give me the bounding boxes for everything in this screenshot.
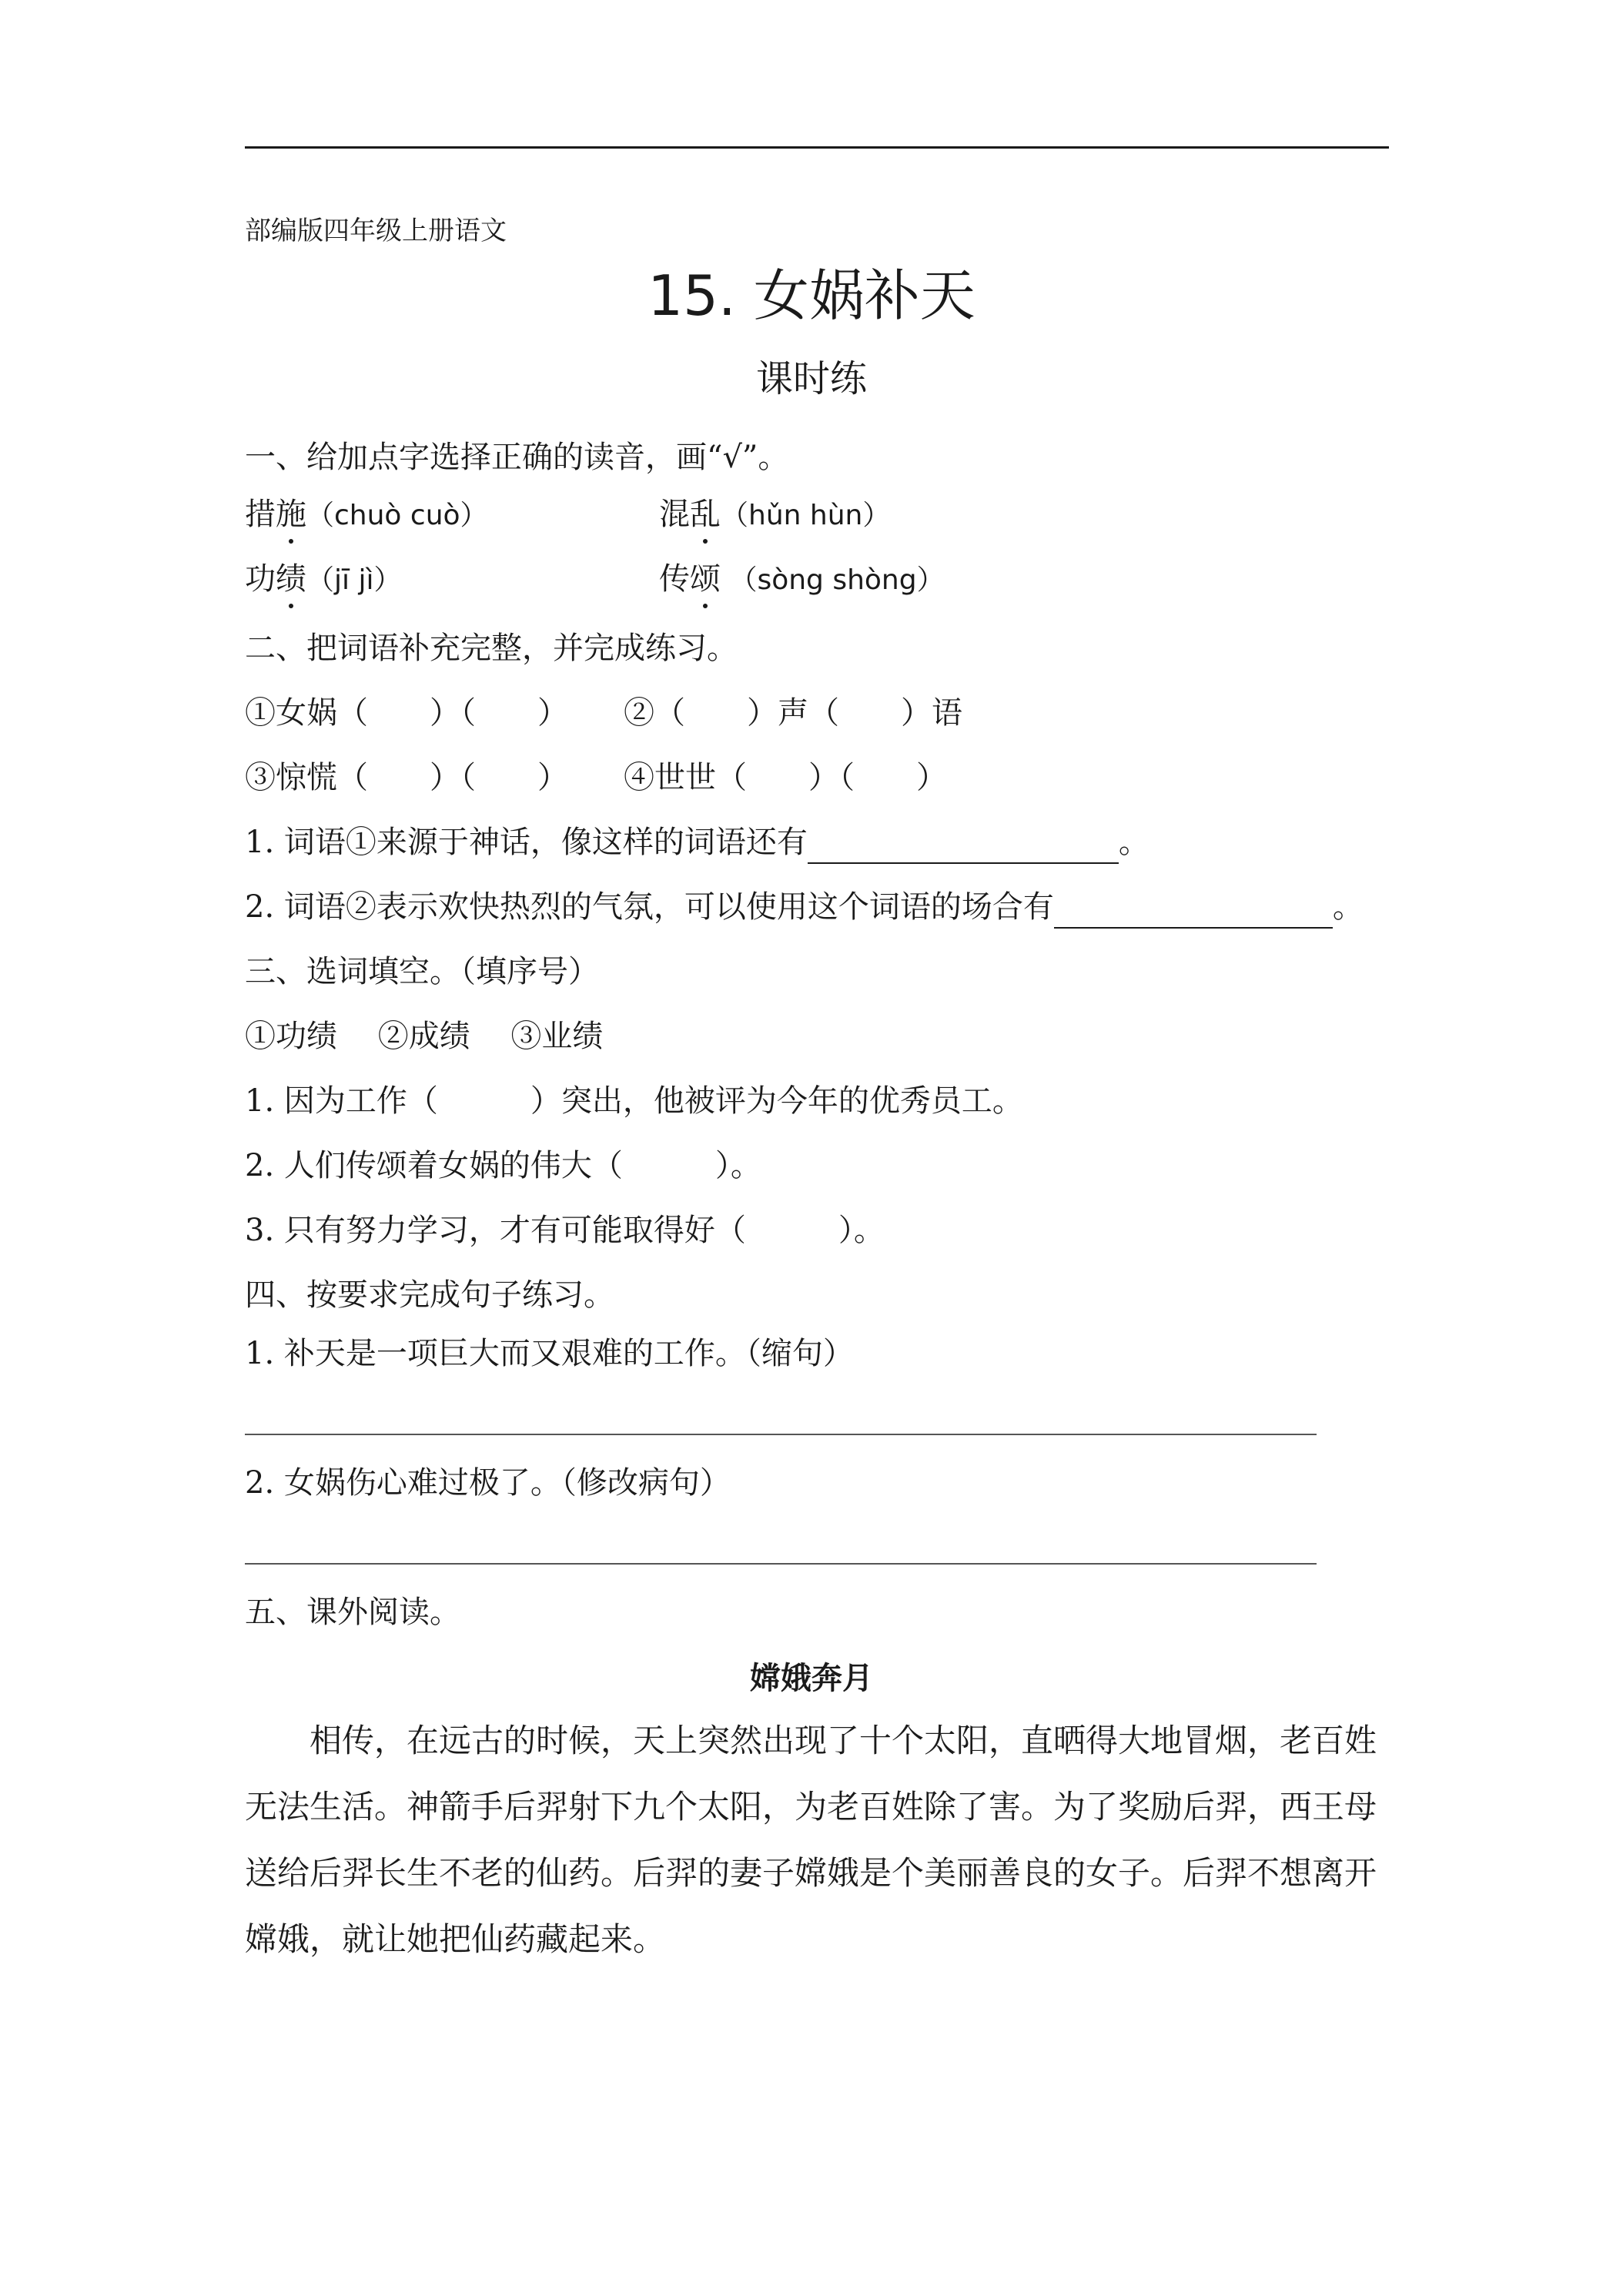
q4-heading: 四、按要求完成句子练习。 (245, 1277, 614, 1313)
q2-sub-1: 1. 词语①来源于神话，像这样的词语还有 。 (245, 821, 1149, 864)
q2-word-2: ②（ ）声（ ）语 (624, 695, 962, 731)
q2-heading: 二、把词语补充完整，并完成练习。 (245, 631, 738, 666)
q5-heading: 五、课外阅读。 (245, 1595, 460, 1630)
q3-heading: 三、选词填空。（填序号） (245, 954, 599, 989)
q2-sub-1-blank[interactable] (808, 832, 1119, 864)
q1-item-1: 措施（chuò cuò） (245, 493, 488, 537)
q3-sentence-2: 2. 人们传颂着女娲的伟大（ ）。 (245, 1148, 761, 1183)
q2-sub-2-blank[interactable] (1054, 896, 1333, 929)
q2-word-3: ③惊慌（ ）（ ） (245, 760, 568, 795)
q1-item-3: 功绩（jī jì） (245, 557, 401, 602)
q2-word-1: ①女娲（ ）（ ） (245, 695, 568, 731)
header-label: 部编版四年级上册语文 (245, 216, 507, 246)
q3-sentence-3: 3. 只有努力学习，才有可能取得好（ ）。 (245, 1213, 885, 1248)
q1-heading: 一、给加点字选择正确的读音，画“√”。 (245, 440, 789, 475)
story-paragraph: 相传，在远古的时候，天上突然出现了十个太阳，直晒得大地冒烟，老百姓无法生活。神箭手后羿射下九个太阳，为老百姓除了害。为了奖励后羿，西王母送给后羿长生不老的仙药。后羿的妻子嫦娥是个美丽善良的女子。后羿不想离开嫦娥，就让她把仙药藏起来。 (245, 1722, 1377, 1958)
q4-answer-line-1[interactable] (245, 1434, 1317, 1435)
q2-word-4: ④世世（ ）（ ） (624, 760, 947, 795)
page-subtitle: 课时练 (755, 357, 867, 400)
q3-sentence-1: 1. 因为工作（ ）突出，他被评为今年的优秀员工。 (245, 1083, 1023, 1119)
q4-answer-line-2[interactable] (245, 1563, 1317, 1565)
q1-item-2: 混乱（hǔn hùn） (659, 493, 890, 537)
q3-options: ①功绩 ②成绩 ③业绩 (245, 1019, 604, 1054)
q2-sub-2: 2. 词语②表示欢快热烈的气氛，可以使用这个词语的场合有 。 (245, 885, 1364, 929)
q4-sentence-2: 2. 女娲伤心难过极了。（修改病句） (245, 1465, 731, 1501)
story-title: 嫦娥奔月 (750, 1661, 873, 1696)
q1-item-4: 传颂 （sòng shòng） (659, 557, 945, 602)
header-rule (245, 146, 1389, 149)
page-title: 15. 女娲补天 (648, 263, 975, 328)
q4-sentence-1: 1. 补天是一项巨大而又艰难的工作。（缩句） (245, 1336, 854, 1371)
